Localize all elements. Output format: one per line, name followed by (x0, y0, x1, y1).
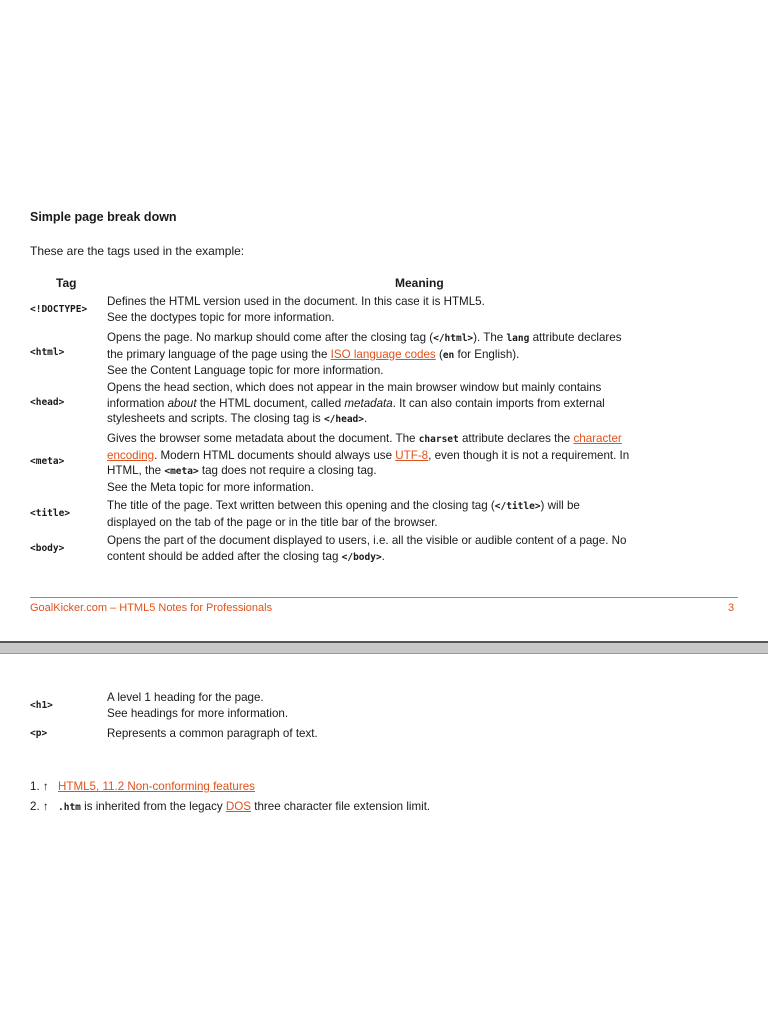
footer-source: GoalKicker.com – HTML5 Notes for Professionals (30, 602, 273, 614)
inline-code: charset (418, 434, 459, 445)
column-header-tag: Tag (56, 276, 77, 290)
meaning-line (107, 347, 739, 364)
meaning-line (107, 690, 739, 706)
text-run: tag does not require a closing tag. (198, 464, 377, 477)
text-run: HTML, the (107, 464, 165, 477)
inline-code: lang (506, 333, 530, 344)
page-number: 3 (728, 602, 735, 614)
inline-code: en (442, 349, 455, 361)
meaning-line (107, 498, 739, 515)
meaning-line (107, 480, 739, 496)
text-run: Gives the browser some metadata about the document. The (107, 432, 419, 445)
text-run: Opens the part of the document displayed to users, i.e. all the visible or audible content of a page. No (107, 534, 627, 547)
text-run: ( (435, 347, 443, 361)
meaning-cell (107, 533, 739, 565)
inline-code: </html> (433, 333, 474, 344)
meaning-line (107, 706, 739, 722)
meaning-line (107, 515, 739, 531)
meaning-line (107, 533, 739, 549)
inline-code: <meta> (164, 466, 199, 477)
meaning-cell (107, 431, 739, 495)
text-run: is inherited from the legacy (80, 800, 226, 813)
text-run: . (381, 549, 385, 563)
text-run: See headings for more information. (107, 706, 289, 720)
meaning-line (107, 330, 739, 347)
text-run: attribute declares (529, 331, 622, 344)
meaning-cell (107, 330, 739, 379)
page-separator (0, 641, 768, 654)
meaning-line (107, 380, 739, 396)
link[interactable]: character (573, 432, 622, 445)
link[interactable]: ISO language codes (330, 347, 436, 361)
inline-code: </head> (323, 414, 364, 425)
text-run: three character file extension limit. (251, 800, 431, 813)
text-run: See the doctypes topic for more information. (107, 310, 335, 324)
text-run: . (364, 412, 368, 425)
section-title: Simple page break down (30, 210, 177, 224)
tag-cell: <html> (30, 347, 65, 359)
tag-cell: <head> (30, 397, 65, 409)
meaning-line (107, 431, 739, 448)
tag-cell: <body> (30, 542, 65, 554)
link[interactable]: DOS (225, 800, 252, 813)
text-run: content should be added after the closing tag (107, 549, 342, 563)
meaning-cell (107, 380, 739, 428)
text-run: stylesheets and scripts. The closing tag is (107, 412, 324, 425)
page-4 (0, 654, 768, 1024)
text-run: for English). (454, 347, 520, 361)
link[interactable]: encoding (107, 448, 155, 462)
meaning-line (107, 463, 739, 480)
footnote (30, 800, 730, 813)
text-run: , even though it is not a requirement. In (428, 448, 630, 462)
footnote-number[interactable]: 2. ↑ (30, 800, 49, 813)
tag-cell: <title> (30, 507, 71, 519)
meaning-cell (107, 498, 739, 530)
emphasis: metadata (344, 396, 393, 410)
inline-code: .htm (58, 802, 81, 813)
text-run: See the Content Language topic for more information. (107, 364, 384, 377)
text-run: . Modern HTML documents should always use (154, 448, 396, 462)
footnote (30, 780, 730, 793)
inline-code: </title> (494, 501, 541, 512)
footer-divider (30, 597, 738, 598)
tag-cell: <p> (30, 727, 48, 739)
text-run: See the Meta topic for more information. (107, 480, 314, 494)
tag-cell: <meta> (30, 456, 65, 467)
text-run: Opens the head section, which does not appear in the main browser window but mainly contains (107, 381, 602, 394)
emphasis: about (167, 396, 197, 410)
text-run: the HTML document, called (196, 396, 345, 410)
meaning-line (107, 310, 739, 326)
link[interactable]: HTML5, 11.2 Non-conforming features (58, 780, 255, 793)
meaning-cell (107, 726, 739, 742)
meaning-line (107, 549, 739, 566)
column-header-meaning: Meaning (395, 276, 444, 290)
footnote-number[interactable]: 1. ↑ (30, 780, 49, 793)
link[interactable]: UTF-8 (395, 448, 429, 462)
meaning-line (107, 363, 739, 379)
text-run: ). The (473, 331, 507, 344)
text-run: ) will be (540, 499, 580, 512)
intro-paragraph: These are the tags used in the example: (30, 244, 245, 258)
text-run: information (107, 396, 168, 410)
text-run: the primary language of the page using the (107, 347, 331, 361)
text-run: displayed on the tab of the page or in the title bar of the browser. (107, 515, 438, 529)
text-run: Opens the page. No markup should come after the closing tag ( (107, 331, 434, 344)
meaning-line (107, 294, 739, 310)
text-run: Defines the HTML version used in the document. In this case it is HTML5. (107, 295, 485, 308)
text-run: attribute declares the (458, 432, 574, 445)
tag-cell: <!DOCTYPE> (30, 303, 88, 315)
meaning-line (107, 411, 739, 428)
text-run: . It can also contain imports from external (392, 396, 605, 410)
meaning-cell (107, 690, 739, 721)
meaning-line (107, 726, 739, 742)
meaning-line (107, 396, 739, 412)
meaning-cell (107, 294, 739, 325)
meaning-line (107, 448, 739, 464)
inline-code: </body> (341, 551, 382, 563)
tag-cell: <h1> (30, 699, 53, 711)
text-run: The title of the page. Text written between this opening and the closing tag ( (107, 499, 495, 512)
text-run: Represents a common paragraph of text. (107, 727, 318, 740)
text-run: A level 1 heading for the page. (107, 691, 264, 704)
